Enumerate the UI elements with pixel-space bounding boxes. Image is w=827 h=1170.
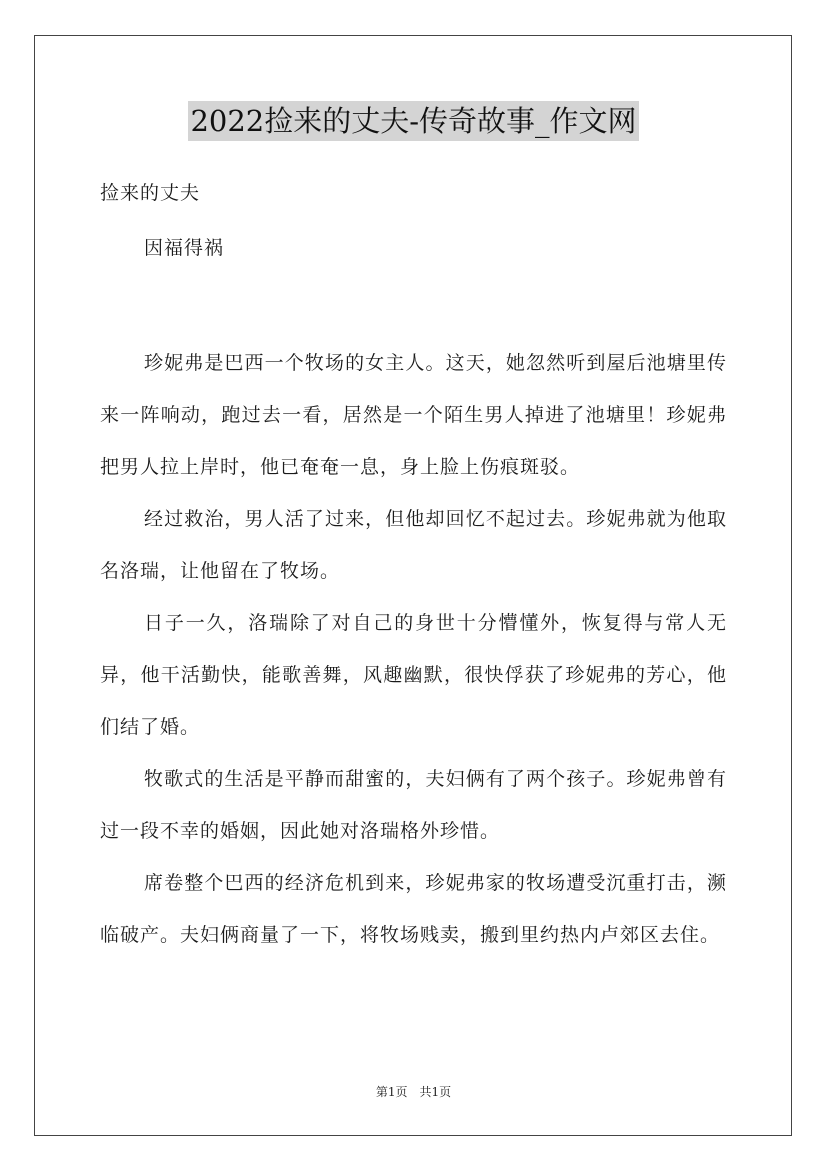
paragraph: 珍妮弗是巴西一个牧场的女主人。这天，她忽然听到屋后池塘里传来一阵响动，跑过去一看，居然是一个陌生男人掉进了池塘里！珍妮弗把男人拉上岸时，他已奄奄一息，身上脸上伤痕斑驳。 [100, 352, 727, 478]
page-footer: 第1页 共1页 [375, 1085, 452, 1099]
paragraph: 牧歌式的生活是平静而甜蜜的，夫妇俩有了两个孩子。珍妮弗曾有过一段不幸的婚姻，因此她对洛瑞格外珍惜。 [100, 768, 727, 842]
article-body [100, 337, 727, 961]
paragraph: 经过救治，男人活了过来，但他却回忆不起过去。珍妮弗就为他取名洛瑞，让他留在了牧场。 [100, 508, 727, 582]
paragraph: 席卷整个巴西的经济危机到来，珍妮弗家的牧场遭受沉重打击，濒临破产。夫妇俩商量了一下，将牧场贱卖，搬到里约热内卢郊区去住。 [100, 872, 727, 946]
section-heading: 因福得祸 [144, 237, 225, 259]
article-subtitle: 捡来的丈夫 [100, 182, 201, 204]
page-title: 2022捡来的丈夫-传奇故事_作文网 [188, 101, 638, 141]
paragraph: 日子一久，洛瑞除了对自己的身世十分懵懂外，恢复得与常人无异，他干活勤快，能歌善舞，风趣幽默，很快俘获了珍妮弗的芳心，他们结了婚。 [100, 612, 727, 738]
title-container [0, 101, 827, 141]
